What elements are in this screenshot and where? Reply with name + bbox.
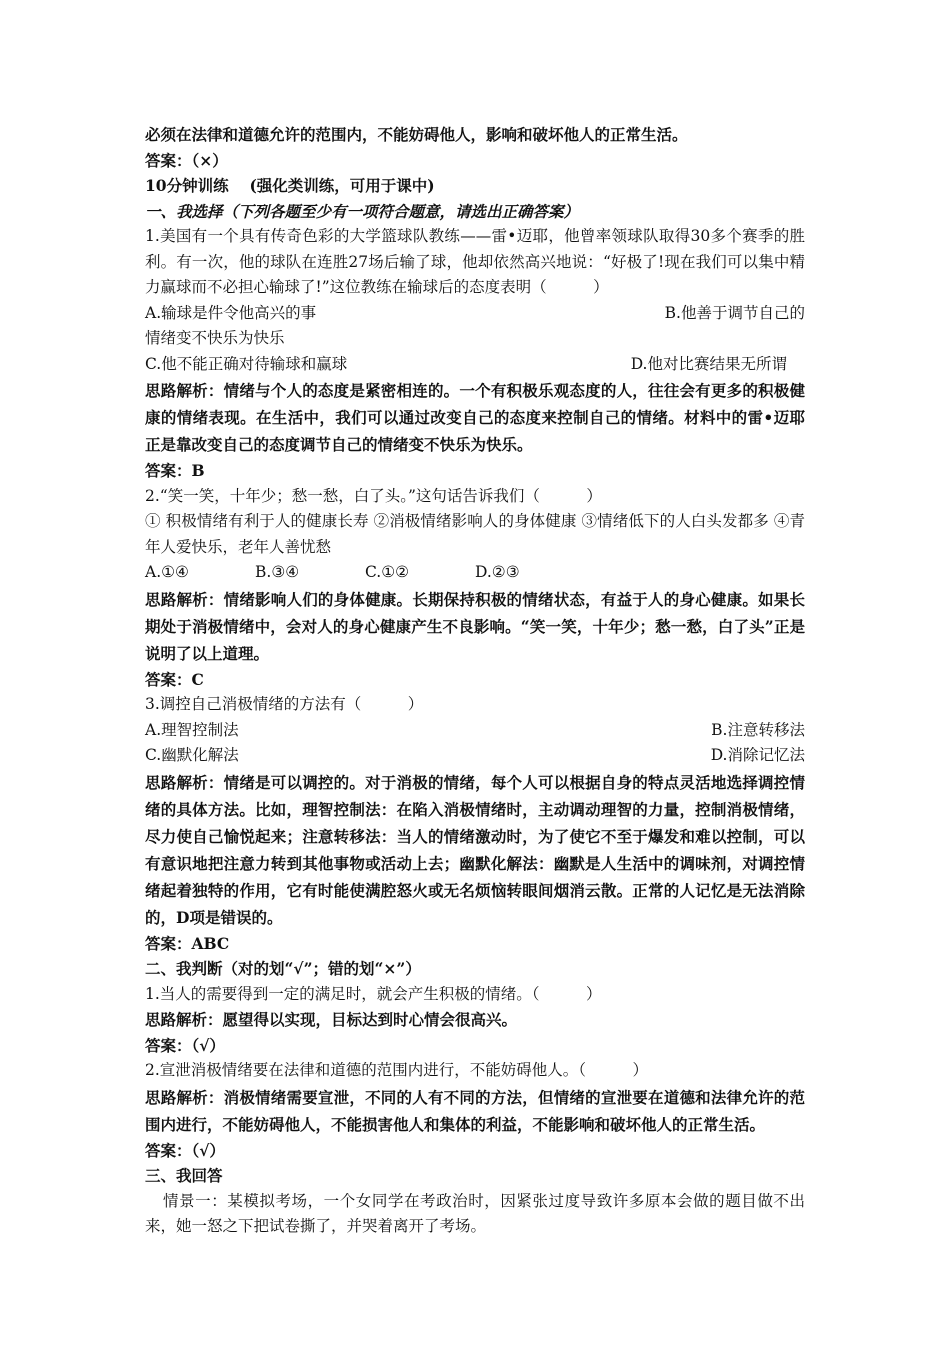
question-2-analysis: 思路解析：情绪影响人们的身体健康。长期保持积极的情绪状态，有益于人的身心健康。如果长期处于消极情绪中，会对人的身心健康产生不良影响。“笑一笑，十年少；愁一愁，白了头”正是说明了以上道理。 <box>145 589 805 663</box>
judge-2-analysis: 思路解析：消极情绪需要宣泄，不同的人有不同的方法，但情绪的宣泄要在道德和法律允许的范围内进行，不能妨碍他人，不能损害他人和集体的利益，不能影响和破坏他人的正常生活。 <box>145 1087 805 1134</box>
question-3-stem: 3.调控自己消极情绪的方法有（ ） <box>145 695 424 713</box>
judge-1-analysis: 思路解析：愿望得以实现，目标达到时心情会很高兴。 <box>145 1010 518 1029</box>
judge-2-stem: 2.宣泄消极情绪要在法律和道德的范围内进行，不能妨碍他人。（ ） <box>145 1061 649 1079</box>
question-2-answer: 答案：C <box>145 669 204 689</box>
option-d: D.消除记忆法 <box>710 746 805 764</box>
option-b-continued: 情绪变不快乐为快乐 <box>145 329 285 347</box>
text-line: 必须在法律和道德允许的范围内，不能妨碍他人，影响和破坏他人的正常生活。 <box>145 125 688 144</box>
option-d: D.他对比赛结果无所谓 <box>630 354 787 373</box>
option-c: C.①② <box>365 563 410 581</box>
option-b: B.注意转移法 <box>711 720 805 739</box>
option-c: C.幽默化解法 <box>145 746 239 764</box>
judge-1-stem: 1.当人的需要得到一定的满足时，就会产生积极的情绪。（ ） <box>145 984 602 1003</box>
option-a: A.①④ <box>145 563 189 581</box>
option-c: C.他不能正确对待输球和赢球 <box>145 354 348 373</box>
question-3-options-row-2 <box>145 743 805 769</box>
question-1-options-row-1 <box>145 301 805 327</box>
question-2-stem: 2.“笑一笑，十年少；愁一愁，白了头。”这句话告诉我们（ ） <box>145 486 602 505</box>
document-body <box>145 122 805 1240</box>
section-heading-answer: 三、我回答 <box>145 1166 223 1185</box>
option-a: A.理智控制法 <box>145 720 239 739</box>
judge-2-answer: 答案：（√） <box>145 1140 225 1160</box>
question-3-analysis: 思路解析：情绪是可以调控的。对于消极的情绪，每个人可以根据自身的特点灵活地选择调控情绪的具体方法。比如，理智控制法：在陷入消极情绪时，主动调动理智的力量，控制消极情绪，尽力使自己愉悦起来；注意转移法：当人的情绪激动时，为了使它不至于爆发和难以控制，可以有意识地把注意力转到其他事物或活动上去；幽默化解法：幽默是人生活中的调味剂，对调控情绪起着独特的作用，它有时能使满腔怒火或无名烦恼转眼间烟消云散。正常的人记忆是无法消除的，D项是错误的。 <box>145 772 805 927</box>
option-d: D.②③ <box>475 563 520 581</box>
option-b: B.他善于调节自己的 <box>664 303 805 322</box>
judge-1-answer: 答案：（√） <box>145 1035 225 1055</box>
option-b: B.③④ <box>255 563 300 581</box>
training-heading: 10分钟训练 (强化类训练，可用于课中) <box>145 176 435 195</box>
question-1-answer: 答案：B <box>145 461 205 480</box>
section-heading-choice: 一、我选择（下列各题至少有一项符合题意，请选出正确答案） <box>145 201 580 221</box>
question-2-options-row <box>145 560 805 586</box>
question-3-options-row-1 <box>145 718 805 744</box>
scenario-1: 情景一：某模拟考场，一个女同学在考政治时，因紧张过度导致许多原本会做的题目做不出来，她一怒之下把试卷撕了，并哭着离开了考场。 <box>145 1191 805 1235</box>
question-2-items: ① 积极情绪有利于人的健康长寿 ②消极情绪影响人的身体健康 ③情绪低下的人白头发都多 ④青年人爱快乐，老年人善忧愁 <box>145 512 805 556</box>
question-1-stem: 1.美国有一个具有传奇色彩的大学篮球队教练——雷•迈耶，他曾率领球队取得30多个赛季的胜利。有一次，他的球队在连胜27场后输了球，他却依然高兴地说：“好极了!现在我们可以集中精力赢球而不必担心输球了!”这位教练在输球后的态度表明（ ） <box>145 227 805 296</box>
section-heading-judge: 二、我判断（对的划“√”；错的划“×”） <box>145 959 421 978</box>
question-1-options-row-2 <box>145 352 805 378</box>
option-a: A.输球是件令他高兴的事 <box>145 303 317 322</box>
question-1-analysis: 思路解析：情绪与个人的态度是紧密相连的。一个有积极乐观态度的人，往往会有更多的积极健康的情绪表现。在生活中，我们可以通过改变自己的态度来控制自己的情绪。材料中的雷•迈耶正是靠改变自己的态度调节自己的情绪变不快乐为快乐。 <box>145 381 805 454</box>
question-3-answer: 答案：ABC <box>145 933 230 953</box>
answer-line: 答案：（×） <box>145 150 228 170</box>
